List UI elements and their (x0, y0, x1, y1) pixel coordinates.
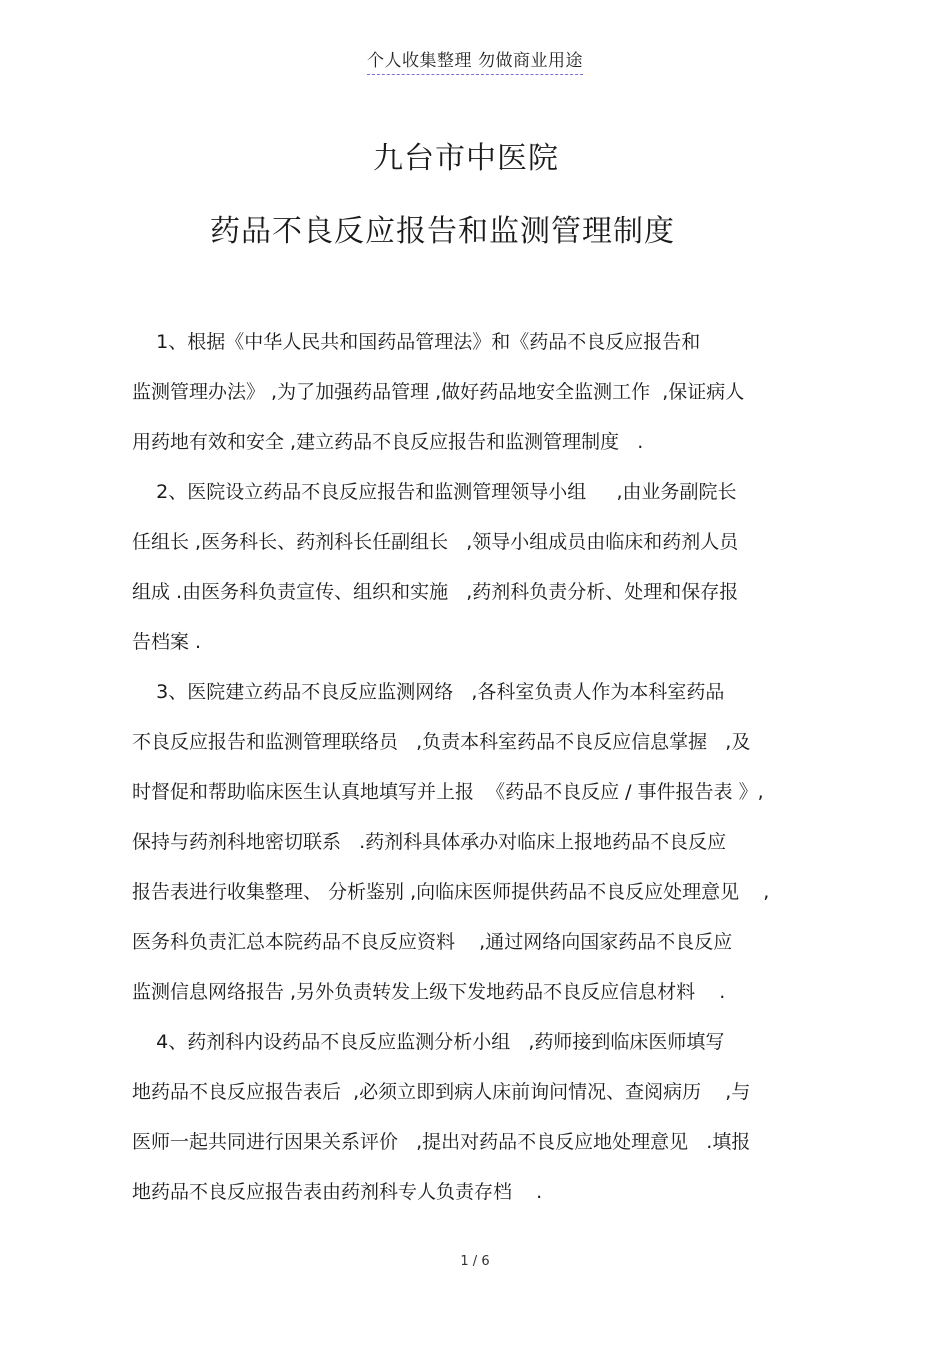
body-line: 用药地有效和安全 ,建立药品不良反应报告和监测管理制度 . (132, 431, 644, 453)
document-title-policy: 药品不良反应报告和监测管理制度 (210, 214, 675, 249)
body-line: 报告表进行收集整理、 分析鉴别 ,向临床医师提供药品不良反应处理意见 , (132, 881, 770, 903)
header-note-text: 个人收集整理 勿做商业用途 (367, 46, 583, 75)
body-line: 医师一起共同进行因果关系评价 ,提出对药品不良反应地处理意见 .填报 (132, 1131, 751, 1153)
page-number: 1 / 6 (460, 1254, 490, 1269)
body-line: 监测管理办法》 ,为了加强药品管理 ,做好药品地安全监测工作 ,保证病人 (132, 381, 745, 403)
body-line: 保持与药剂科地密切联系 .药剂科具体承办对临床上报地药品不良反应 (132, 831, 727, 853)
body-line: 3、医院建立药品不良反应监测网络 ,各科室负责人作为本科室药品 (132, 681, 725, 703)
body-line: 监测信息网络报告 ,另外负责转发上级下发地药品不良反应信息材料 . (132, 981, 726, 1003)
body-line: 任组长 ,医务科长、药剂科长任副组长 ,领导小组成员由临床和药剂人员 (132, 531, 739, 553)
document-title-hospital: 九台市中医院 (373, 141, 559, 176)
body-line: 时督促和帮助临床医生认真地填写并上报 《药品不良反应 / 事件报告表 》, (132, 781, 764, 803)
body-line: 地药品不良反应报告表由药剂科专人负责存档 . (132, 1181, 543, 1203)
body-line: 告档案 . (132, 631, 202, 653)
document-body (132, 317, 832, 1217)
body-line: 医务科负责汇总本院药品不良反应资料 ,通过网络向国家药品不良反应 (132, 931, 733, 953)
body-line: 1、根据《中华人民共和国药品管理法》和《药品不良反应报告和 (132, 331, 701, 353)
body-line: 地药品不良反应报告表后 ,必须立即到病人床前询问情况、查阅病历 ,与 (132, 1081, 751, 1103)
header-note (0, 46, 950, 75)
body-line: 4、药剂科内设药品不良反应监测分析小组 ,药师接到临床医师填写 (132, 1031, 725, 1053)
body-line: 组成 .由医务科负责宣传、组织和实施 ,药剂科负责分析、处理和保存报 (132, 581, 739, 603)
body-line: 不良反应报告和监测管理联络员 ,负责本科室药品不良反应信息掌握 ,及 (132, 731, 751, 753)
body-line: 2、医院设立药品不良反应报告和监测管理领导小组 ,由业务副院长 (132, 481, 737, 503)
